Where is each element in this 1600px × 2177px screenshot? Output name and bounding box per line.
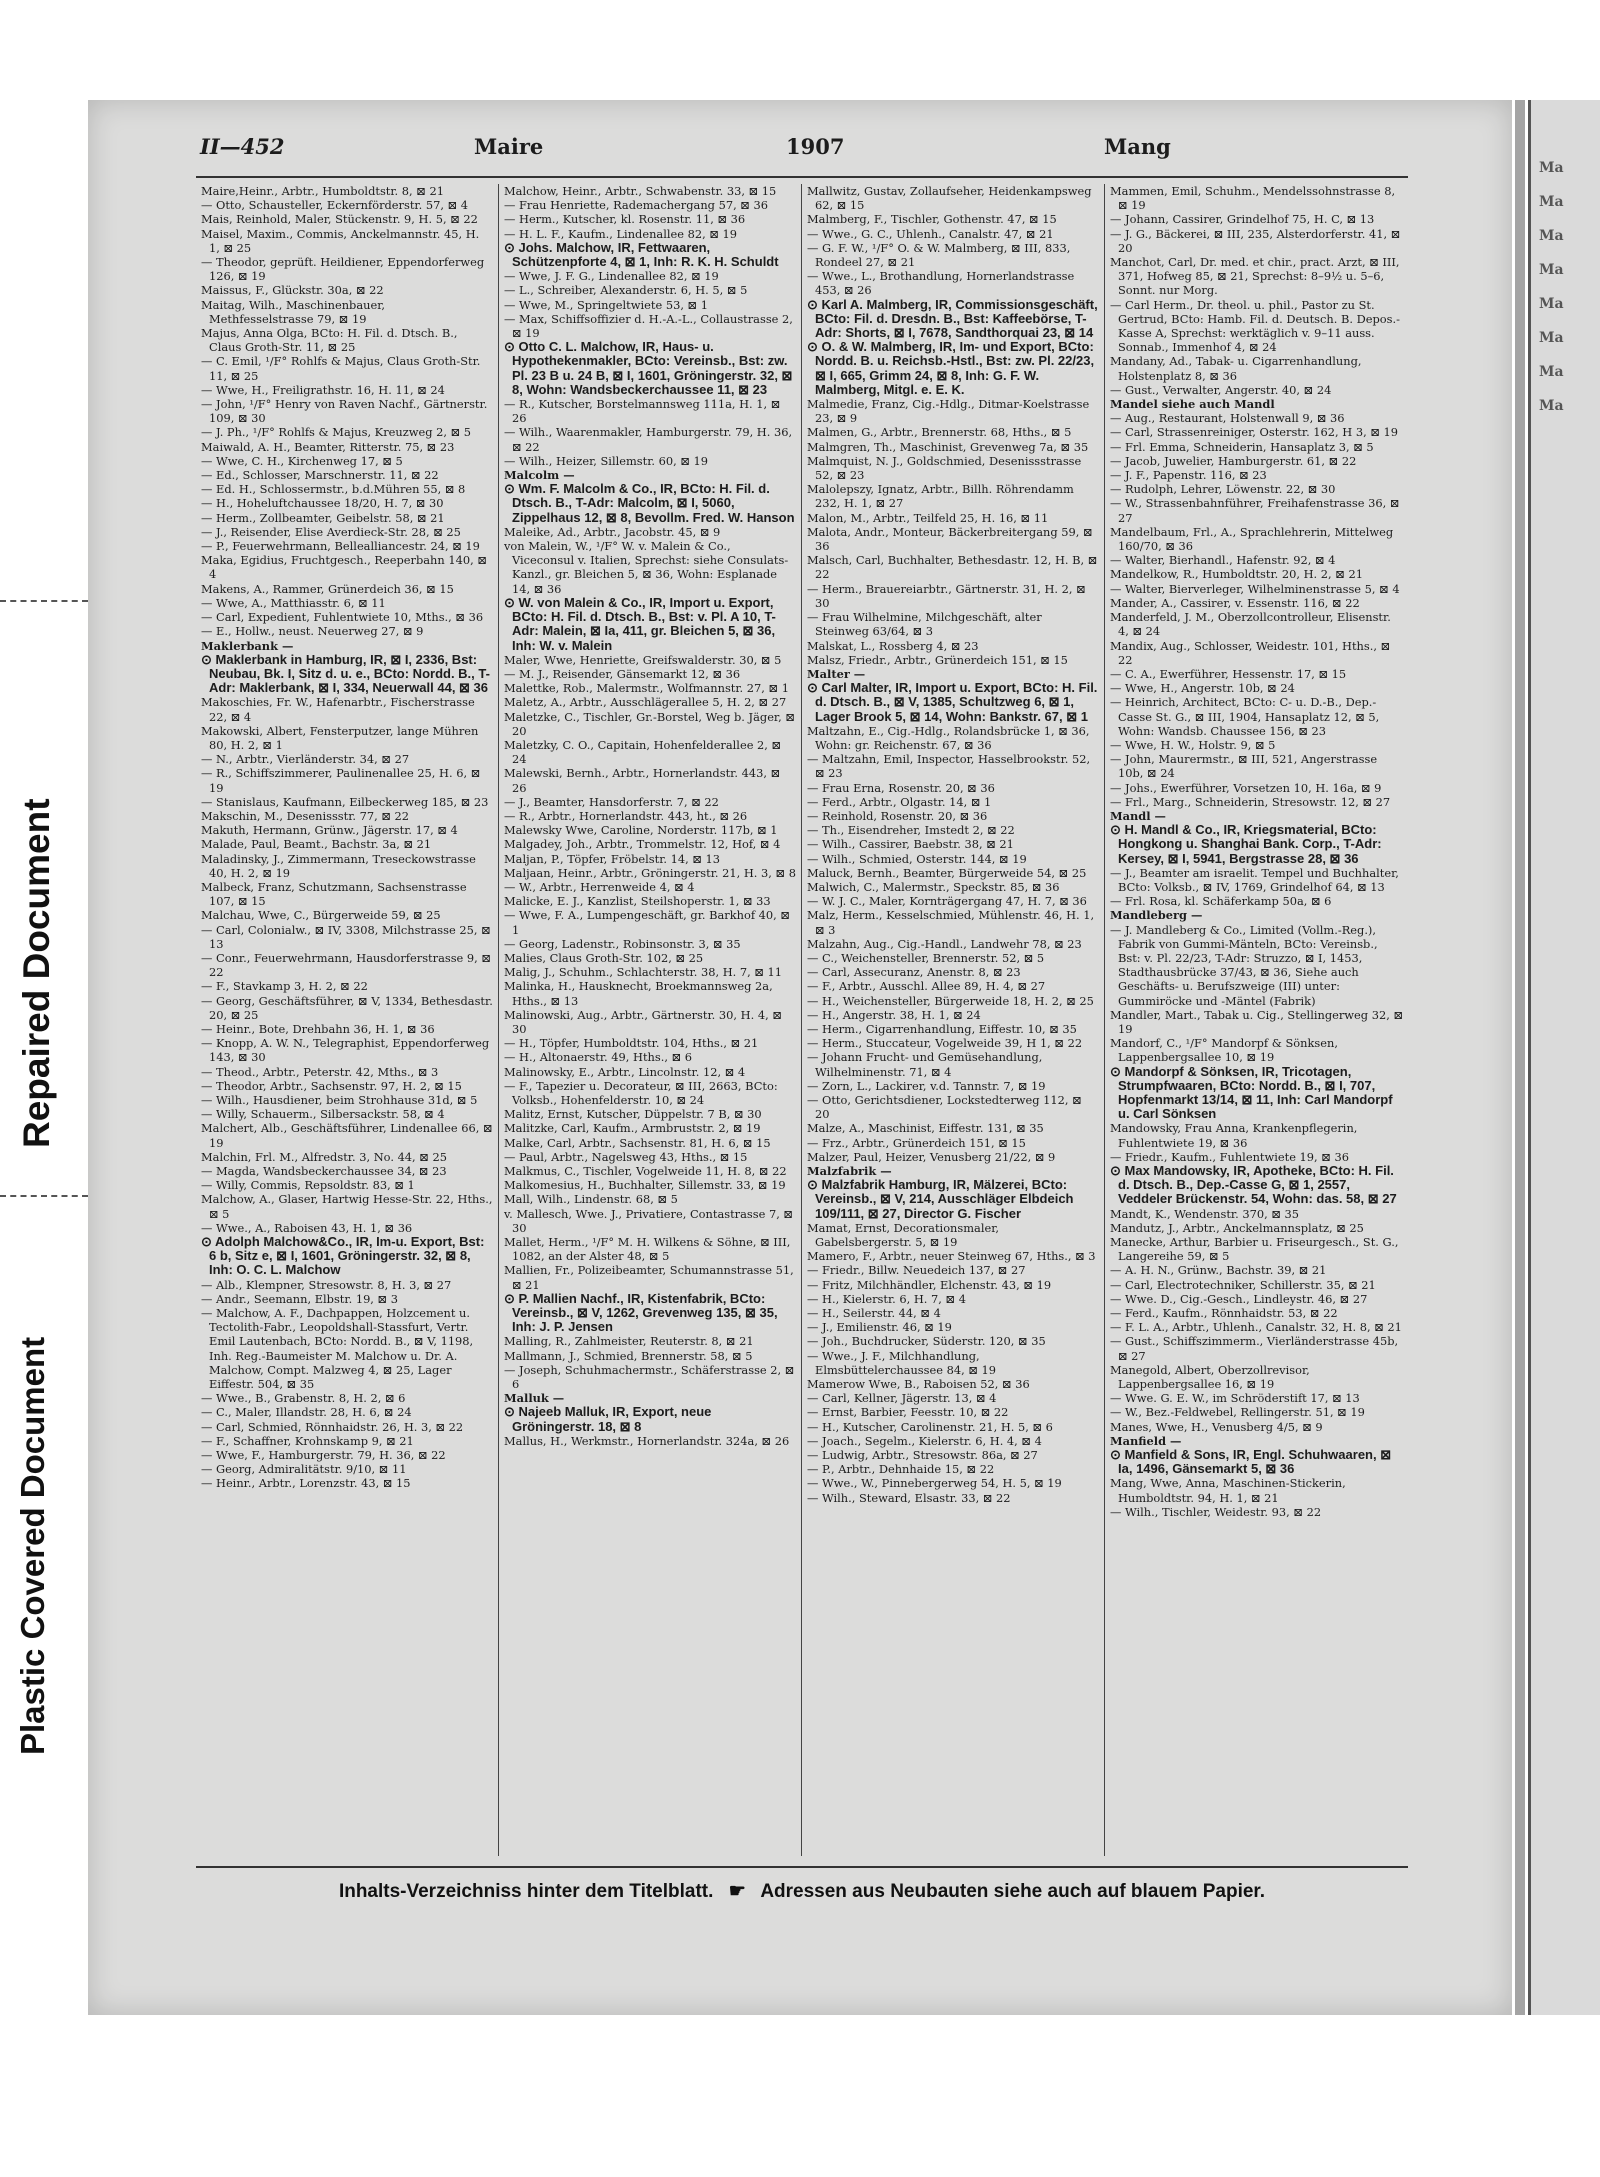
cut-line-top — [0, 600, 88, 602]
directory-entry: — J. G., Bäckerei, ⊠ III, 235, Alsterdorferstr. 41, ⊠ 20 — [1110, 226, 1401, 255]
directory-entry: Mandix, Aug., Schlosser, Weidestr. 101, Hths., ⊠ 22 — [1110, 638, 1391, 667]
directory-entry: — Willy, Schauerm., Silbersackstr. 58, ⊠ 4 — [201, 1107, 445, 1122]
directory-entry: — G. F. W., ¹/F° O. & W. Malmberg, ⊠ III, 833, Rondeel 27, ⊠ 21 — [807, 240, 1071, 270]
directory-column-3 — [802, 184, 1105, 1856]
repaired-document-label: Repaired Document — [16, 798, 57, 1148]
directory-entry: — H., Töpfer, Humboldtstr. 104, Hths., ⊠ 21 — [504, 1036, 759, 1051]
directory-entry: — Frl., Marg., Schneiderin, Stresowstr. 12, ⊠ 27 — [1110, 794, 1391, 809]
adjacent-page-fragment: Ma — [1539, 330, 1564, 346]
directory-entry: — H., Seilerstr. 44, ⊠ 4 — [807, 1306, 941, 1321]
directory-entry: — Willy, Commis, Repsoldstr. 83, ⊠ 1 — [201, 1178, 415, 1193]
directory-entry: — W., Strassenbahnführer, Freihafenstrasse 36, ⊠ 27 — [1110, 496, 1400, 525]
directory-entry: — Wwe, M., Springeltwiete 53, ⊠ 1 — [504, 297, 708, 312]
directory-entry: — Wilh., Steward, Elsastr. 33, ⊠ 22 — [807, 1490, 1011, 1505]
directory-entry: — Carl, Kellner, Jägerstr. 13, ⊠ 4 — [807, 1391, 997, 1406]
directory-entry: Malettke, Rob., Malermstr., Wolfmannstr. 27, ⊠ 1 — [504, 681, 789, 696]
directory-entry: — Carl Herm., Dr. theol. u. phil., Pastor zu St. Gertrud, BCto: Hamb. Fil. d. Deutsch. B. Depos.-Kasse A, Sprechst: werktäglich v. 9–11 auss. Sonnab., Immenhof 4, ⊠ 24 — [1110, 297, 1400, 355]
directory-entry: Mamero, F., Arbtr., neuer Steinweg 67, Hths., ⊠ 3 — [807, 1249, 1096, 1264]
directory-entry: Malchin, Frl. M., Alfredstr. 3, No. 44, ⊠ 25 — [201, 1149, 447, 1164]
directory-entry: Mandowsky, Frau Anna, Krankenpflegerin, Fuhlentwiete 19, ⊠ 36 — [1110, 1121, 1358, 1150]
directory-entry: Malmen, G., Arbtr., Brennerstr. 68, Hths., ⊠ 5 — [807, 425, 1072, 440]
directory-entry: Malze, A., Maschinist, Eiffestr. 131, ⊠ 35 — [807, 1121, 1044, 1136]
directory-entry: — Wwe., W., Pinnebergerweg 54, H. 5, ⊠ 19 — [807, 1476, 1062, 1491]
directory-entry: — Stanislaus, Kaufmann, Eilbeckerweg 185, ⊠ 23 — [201, 794, 489, 809]
directory-entry: — Gust., Verwalter, Angerstr. 40, ⊠ 24 — [1110, 382, 1332, 397]
margin-labels — [0, 0, 80, 2177]
pointing-hand-icon: ☛ — [728, 1881, 746, 1902]
directory-entry: — N., Arbtr., Vierländerstr. 34, ⊠ 27 — [201, 752, 410, 767]
directory-entry: Mandelbaum, Frl., A., Sprachlehrerin, Mittelweg 160/70, ⊠ 36 — [1110, 524, 1394, 554]
directory-entry: Maljan, P., Töpfer, Fröbelstr. 14, ⊠ 13 — [504, 851, 721, 866]
directory-entry: — Malchow, A. F., Dachpappen, Holzcement u. Tectolith-Fabr., Leopoldshall-Stassfurt, Vertr. Emil Lautenbach, BCto: Nordd. B., ⊠ V, 1198, Inh. Reg.-Baumeister M. Malchow u. Dr. A. Malchow, Compt. Malzweg 4, ⊠ 25, Lager Eiffestr. 504, ⊠ 35 — [201, 1306, 474, 1392]
directory-entry: — H., Hoheluftchaussee 18/20, H. 7, ⊠ 30 — [201, 496, 444, 511]
directory-entry: — Alb., Klempner, Stresowstr. 8, H. 3, ⊠ 27 — [201, 1277, 452, 1292]
directory-entry: — Wilh., Cassirer, Baebstr. 38, ⊠ 21 — [807, 837, 1014, 852]
directory-entry: — F., Stavkamp 3, H. 2, ⊠ 22 — [201, 979, 368, 994]
directory-entry: Malkmus, C., Tischler, Vogelweide 11, H. 8, ⊠ 22 — [504, 1164, 787, 1179]
directory-entry: ⊙ Malzfabrik Hamburg, IR, Mälzerei, BCto: Vereinsb., ⊠ V, 214, Ausschläger Elbdeich 109/111, ⊠ 27, Director G. Fischer — [807, 1177, 1074, 1221]
directory-entry: Maletzky, C. O., Capitain, Hohenfelderallee 2, ⊠ 24 — [504, 737, 782, 767]
directory-entry: — F. L. A., Arbtr., Uhlenh., Canalstr. 32, H. 8, ⊠ 21 — [1110, 1320, 1402, 1335]
directory-entry: — Rudolph, Lehrer, Löwenstr. 22, ⊠ 30 — [1110, 482, 1336, 497]
directory-entry: — Wilh., Waarenmakler, Hamburgerstr. 79, H. 36, ⊠ 22 — [504, 425, 793, 454]
directory-entry: — Joach., Segelm., Kielerstr. 6, H. 4, ⊠ 4 — [807, 1433, 1042, 1448]
directory-entry: — L., Schreiber, Alexanderstr. 6, H. 5, ⊠ 5 — [504, 283, 748, 298]
directory-entry: — J., Emilienstr. 46, ⊠ 19 — [807, 1320, 952, 1335]
directory-entry: — R., Arbtr., Hornerlandstr. 443, ht., ⊠ 26 — [504, 808, 748, 823]
directory-entry: Malz, Herm., Kesselschmied, Mühlenstr. 46, H. 1, ⊠ 3 — [807, 908, 1095, 937]
directory-entry: — Friedr., Billw. Neuedeich 137, ⊠ 27 — [807, 1263, 1026, 1278]
directory-entry: — Reinhold, Rosenstr. 20, ⊠ 36 — [807, 808, 988, 823]
directory-entry: — Joh., Buchdrucker, Süderstr. 120, ⊠ 35 — [807, 1334, 1046, 1349]
directory-entry: — Walter, Bierverleger, Wilhelminenstrasse 5, ⊠ 4 — [1110, 581, 1400, 596]
directory-entry: Malinka, H., Hausknecht, Broekmannsweg 2a, Hths., ⊠ 13 — [504, 979, 773, 1008]
directory-entry: — Joseph, Schuhmachermstr., Schäferstrasse 2, ⊠ 6 — [504, 1362, 795, 1392]
directory-entry: — Wwe, F., Hamburgerstr. 79, H. 36, ⊠ 22 — [201, 1448, 446, 1463]
directory-entry: ⊙ Karl A. Malmberg, IR, Commissionsgeschäft, BCto: Fil. d. Dresdn. B., Bst: Kaffeebörse, T-Adr: Shorts, ⊠ I, 7678, Sandthorquai 23, ⊠ 14 — [807, 296, 1098, 341]
directory-entry: — Wwe, C. H., Kirchenweg 17, ⊠ 5 — [201, 453, 403, 468]
directory-entry: — Johann Frucht- und Gemüsehandlung, Wilhelminenstr. 71, ⊠ 4 — [807, 1050, 1043, 1079]
directory-entry: ⊙ Mandorpf & Sönksen, IR, Tricotagen, Strumpfwaaren, BCto: Nordd. B., ⊠ I, 707, Hopfenmarkt 13/14, ⊠ 11, Inh: Carl Mandorpf u. Carl Sönksen — [1110, 1063, 1393, 1122]
directory-entry: Maklerbank — — [201, 638, 294, 653]
directory-entry: ⊙ W. von Malein & Co., IR, Import u. Export, BCto: H. Fil. d. Dtsch. B., Bst: v. Pl. A 10, T-Adr: Malein, ⊠ Ia, 411, gr. Bleichen 5, ⊠ 36, Inh: W. v. Malein — [504, 594, 776, 653]
directory-entry: Maire,Heinr., Arbtr., Humboldtstr. 8, ⊠ 21 — [201, 184, 444, 198]
directory-entry: — Fritz, Milchhändler, Elchenstr. 43, ⊠ 19 — [807, 1277, 1052, 1292]
adjacent-page-fragment: Ma — [1539, 398, 1564, 414]
directory-entry: Malig, J., Schuhm., Schlachterstr. 38, H. 7, ⊠ 11 — [504, 965, 783, 980]
directory-entry: — Wwe., A., Raboisen 43, H. 1, ⊠ 36 — [201, 1220, 413, 1235]
directory-entry: Mandl — — [1110, 808, 1166, 823]
directory-entry: Malitz, Ernst, Kutscher, Düppelstr. 7 B, ⊠ 30 — [504, 1107, 762, 1122]
directory-entry: Maler, Wwe, Henriette, Greifswalderstr. 30, ⊠ 5 — [504, 652, 782, 667]
directory-entry: Malmquist, N. J., Goldschmied, Desenissstrasse 52, ⊠ 23 — [807, 453, 1082, 483]
directory-entry: Malota, Andr., Monteur, Bäckerbreitergang 59, ⊠ 36 — [807, 524, 1093, 554]
directory-entry: ⊙ O. & W. Malmberg, IR, Im- und Export, BCto: Nordd. B. u. Reichsb.-Hstl., Bst: zw. Pl. 22/23, ⊠ I, 665, Grimm 24, ⊠ 8, Inh: G. F. W. Malmberg, Mitgl. e. E. K. — [807, 339, 1095, 397]
directory-entry: — Wilh., Tischler, Weidestr. 93, ⊠ 22 — [1110, 1504, 1322, 1519]
directory-entry: — C. Emil, ¹/F° Rohlfs & Majus, Claus Groth-Str. 11, ⊠ 25 — [201, 354, 481, 383]
directory-entry: Maltzahn, E., Cig.-Hdlg., Rolandsbrücke 1, ⊠ 36, Wohn: gr. Reichenstr. 67, ⊠ 36 — [807, 723, 1090, 752]
directory-entry: Manegold, Albert, Oberzollrevisor, Lappenbergsallee 16, ⊠ 19 — [1110, 1362, 1310, 1392]
directory-entry: Malzer, Paul, Heizer, Venusberg 21/22, ⊠ 9 — [807, 1149, 1056, 1164]
directory-entry: — H., Kutscher, Carolinenstr. 21, H. 5, ⊠ 6 — [807, 1419, 1053, 1434]
adjacent-page-fragment: Ma — [1539, 262, 1564, 278]
directory-entry: — John, Maurermstr., ⊠ III, 521, Angerstrasse 10b, ⊠ 24 — [1110, 752, 1378, 781]
directory-entry: Mandelkow, R., Humboldtstr. 20, H. 2, ⊠ 21 — [1110, 567, 1363, 582]
directory-entry: — Conr., Feuerwehrmann, Hausdorferstrasse 9, ⊠ 22 — [201, 950, 491, 980]
plastic-covered-document-label: Plastic Covered Document — [14, 1336, 51, 1755]
directory-entry: Malzfabrik — — [807, 1164, 892, 1179]
directory-entry: — Herm., Kutscher, kl. Rosenstr. 11, ⊠ 36 — [504, 212, 746, 227]
directory-entry: — F., Schaffner, Krohnskamp 9, ⊠ 21 — [201, 1433, 414, 1448]
directory-entry: — Herm., Cigarrenhandlung, Eiffestr. 10, ⊠ 35 — [807, 1021, 1077, 1036]
directory-entry: Malzahn, Aug., Cig.-Handl., Landwehr 78, ⊠ 23 — [807, 936, 1082, 951]
directory-column-2 — [499, 184, 802, 1856]
directory-entry: Maka, Egidius, Fruchtgesch., Reeperbahn 140, ⊠ 4 — [201, 553, 487, 582]
directory-entry: — Carl, Colonialw., ⊠ IV, 3308, Milchstrasse 25, ⊠ 13 — [201, 922, 491, 951]
directory-entry: Mandleberg — — [1110, 908, 1203, 923]
directory-entry: — J., Beamter am israelit. Tempel und Buchhalter, BCto: Volksb., ⊠ IV, 1769, Grindelhof 64, ⊠ 13 — [1110, 865, 1399, 894]
adjacent-page-fragment: Ma — [1539, 160, 1564, 176]
directory-entry: — Carl, Schmied, Rönnhaidstr. 26, H. 3, ⊠ 22 — [201, 1419, 464, 1434]
directory-entry: Malicke, E. J., Kanzlist, Steilshoperstr. 1, ⊠ 33 — [504, 894, 771, 909]
directory-entry: ⊙ Carl Malter, IR, Import u. Export, BCto: H. Fil. d. Dtsch. B., ⊠ V, 1385, Schultzweg 6, ⊠ 1, Lager Brook 5, ⊠ 14, Wohn: Bankstr. 67, ⊠ 1 — [807, 680, 1098, 724]
directory-entry: Malmgren, Th., Maschinist, Grevenweg 7a, ⊠ 35 — [807, 439, 1089, 454]
directory-entry: — Otto, Schausteller, Eckernförderstr. 57, ⊠ 4 — [201, 198, 468, 213]
directory-entry: Majus, Anna Olga, BCto: H. Fil. d. Dtsch. B., Claus Groth-Str. 11, ⊠ 25 — [201, 326, 458, 355]
directory-entry: — C., Weichensteller, Brennerstr. 52, ⊠ 5 — [807, 950, 1045, 965]
directory-entry: Manecke, Arthur, Barbier u. Friseurgesch., St. G., Langereihe 59, ⊠ 5 — [1110, 1235, 1399, 1264]
directory-entry: Maissus, F., Glückstr. 30a, ⊠ 22 — [201, 283, 384, 298]
directory-entry: — Wilh., Heizer, Sillemstr. 60, ⊠ 19 — [504, 453, 709, 468]
directory-entry: Maluck, Bernh., Beamter, Bürgerweide 54, ⊠ 25 — [807, 865, 1087, 880]
directory-entry: Mander, A., Cassirer, v. Essenstr. 116, ⊠ 22 — [1110, 595, 1360, 610]
directory-entry: Malewski, Bernh., Arbtr., Hornerlandstr. 443, ⊠ 26 — [504, 766, 781, 795]
directory-entry: — Knopp, A. W. N., Telegraphist, Eppendorferweg 143, ⊠ 30 — [201, 1036, 490, 1065]
directory-entry: — C., Maler, Illandstr. 28, H. 6, ⊠ 24 — [201, 1405, 412, 1420]
directory-entry: Malsz, Friedr., Arbtr., Grünerdeich 151, ⊠ 15 — [807, 652, 1068, 667]
directory-entry: Malchow, A., Glaser, Hartwig Hesse-Str. 22, Hths., ⊠ 5 — [201, 1192, 493, 1221]
directory-entry: — Ernst, Barbier, Feesstr. 10, ⊠ 22 — [807, 1405, 1009, 1420]
directory-entry: Mall, Wilh., Lindenstr. 68, ⊠ 5 — [504, 1192, 678, 1207]
directory-entry: Malke, Carl, Arbtr., Sachsenstr. 81, H. 6, ⊠ 15 — [504, 1135, 771, 1150]
directory-entry: — F., Tapezier u. Decorateur, ⊠ III, 2663, BCto: Volksb., Hohenfelderstr. 10, ⊠ 24 — [504, 1078, 778, 1107]
directory-entry: — Wwe., L., Brothandlung, Hornerlandstrasse 453, ⊠ 26 — [807, 269, 1075, 298]
directory-entry: ⊙ Manfield & Sons, IR, Engl. Schuhwaaren, ⊠ Ia, 1496, Gänsemarkt 5, ⊠ 36 — [1110, 1447, 1392, 1477]
directory-entry: — Ferd., Arbtr., Olgastr. 14, ⊠ 1 — [807, 794, 992, 809]
directory-entry: Makens, A., Rammer, Grünerdeich 36, ⊠ 15 — [201, 581, 454, 596]
directory-entry: Maitag, Wilh., Maschinenbauer, Methfesselstrasse 79, ⊠ 19 — [201, 297, 386, 326]
directory-entry: — Paul, Arbtr., Nagelsweg 43, Hths., ⊠ 15 — [504, 1149, 748, 1164]
directory-entry: Makowski, Albert, Fensterputzer, lange Mühren 80, H. 2, ⊠ 1 — [201, 723, 479, 752]
directory-entry: ⊙ P. Mallien Nachf., IR, Kistenfabrik, BCto: Vereinsb., ⊠ V, 1262, Grevenweg 135, ⊠ 35, Inh: J. P. Jensen — [504, 1290, 778, 1335]
adjacent-page-fragment: Ma — [1539, 296, 1564, 312]
directory-entry: — Aug., Restaurant, Holstenwall 9, ⊠ 36 — [1110, 411, 1345, 426]
directory-entry: Malkomesius, H., Buchhalter, Sillemstr. 33, ⊠ 19 — [504, 1178, 786, 1193]
directory-entry: ⊙ Otto C. L. Malchow, IR, Haus- u. Hypothekenmakler, BCto: Vereinsb., Bst: zw. Pl. 23 B u. 24 B, ⊠ I, 1601, Gröningerstr. 32, ⊠ 8, Wohn: Wandsbeckerchaussee 11, ⊠ 23 — [504, 339, 793, 397]
directory-entry: — Wwe., J. F., Milchhandlung, Elmsbüttelerchaussee 84, ⊠ 19 — [807, 1348, 996, 1377]
directory-entry: Malskat, L., Rossberg 4, ⊠ 23 — [807, 638, 979, 653]
directory-entry: Malbeck, Franz, Schutzmann, Sachsenstrasse 107, ⊠ 15 — [201, 879, 467, 909]
directory-entry: — Th., Eisendreher, Imstedt 2, ⊠ 22 — [807, 823, 1015, 838]
directory-entry: — Magda, Wandsbeckerchaussee 34, ⊠ 23 — [201, 1164, 447, 1179]
directory-entry: — Wwe. G. E. W., im Schröderstift 17, ⊠ 13 — [1110, 1391, 1360, 1406]
directory-entry: — Theodor, geprüft. Heildiener, Eppendorferweg 126, ⊠ 19 — [201, 255, 485, 284]
directory-entry: ⊙ Johs. Malchow, IR, Fettwaaren, Schützenpforte 4, ⊠ 1, Inh: R. K. H. Schuldt — [504, 239, 779, 270]
first-entry-keyword: Maire — [474, 134, 544, 159]
adjacent-page-fragment: Ma — [1539, 194, 1564, 210]
directory-entry: — Johann, Cassirer, Grindelhof 75, H. C, ⊠ 13 — [1110, 212, 1375, 227]
header-rule — [196, 176, 1408, 178]
directory-entry: — H., Weichensteller, Bürgerweide 18, H. 2, ⊠ 25 — [807, 993, 1094, 1008]
directory-entry: Mandany, Ad., Tabak- u. Cigarrenhandlung, Holstenplatz 8, ⊠ 36 — [1110, 354, 1362, 383]
directory-entry: — Wwe, J. F. G., Lindenallee 82, ⊠ 19 — [504, 269, 719, 284]
directory-entry: — Herm., Stuccateur, Vogelweide 39, H 1, ⊠ 22 — [807, 1036, 1083, 1051]
adjacent-page-fragment: Ma — [1539, 364, 1564, 380]
directory-entry: — Jacob, Juwelier, Hamburgerstr. 61, ⊠ 22 — [1110, 453, 1357, 468]
directory-entry: Maiwald, A. H., Beamter, Ritterstr. 75, ⊠ 23 — [201, 439, 455, 454]
directory-entry: Malitzke, Carl, Kaufm., Armbruststr. 2, ⊠ 19 — [504, 1121, 761, 1136]
footer-rule — [196, 1866, 1408, 1868]
directory-entry: — Heinr., Bote, Drehbahn 36, H. 1, ⊠ 36 — [201, 1021, 435, 1036]
directory-entry: — Ed. H., Schlossermstr., b.d.Mühren 55, ⊠ 8 — [201, 482, 466, 497]
last-entry-keyword: Mang — [1104, 134, 1171, 159]
directory-entry: — Andr., Seemann, Elbstr. 19, ⊠ 3 — [201, 1291, 398, 1306]
directory-entry: — J., Reisender, Elise Averdieck-Str. 28, ⊠ 25 — [201, 524, 461, 539]
directory-entry: Mammen, Emil, Schuhm., Mendelssohnstrasse 8, ⊠ 19 — [1110, 184, 1396, 213]
directory-column-4 — [1105, 184, 1408, 1856]
directory-entry: ⊙ Maklerbank in Hamburg, IR, ⊠ I, 2336, Bst: Neubau, Bk. I, Sitz d. u. e., BCto: Nordd. B., T-Adr: Maklerbank, ⊠ I, 334, Neuerwall 44, ⊠ 36 — [201, 651, 490, 696]
directory-page — [196, 128, 1408, 1928]
directory-entry: — Herm., Brauereiarbtr., Gärtnerstr. 31, H. 2, ⊠ 30 — [807, 581, 1086, 610]
directory-entry: Mallmann, J., Schmied, Brennerstr. 58, ⊠ 5 — [504, 1348, 753, 1363]
directory-entry: — Ed., Schlosser, Marschnerstr. 11, ⊠ 22 — [201, 468, 439, 483]
directory-entry: — Wwe, A., Matthiasstr. 6, ⊠ 11 — [201, 595, 386, 610]
footer-index-note: Inhalts-Verzeichniss hinter dem Titelblatt. — [338, 1881, 714, 1902]
directory-entry: Malewsky Wwe, Caroline, Norderstr. 117b, ⊠ 1 — [504, 823, 778, 838]
adjacent-page-fragment: Ma — [1539, 228, 1564, 244]
directory-entry: — J. Ph., ¹/F° Rohlfs & Majus, Kreuzweg 2, ⊠ 5 — [201, 425, 472, 440]
directory-entry: — H., Altonaerstr. 49, Hths., ⊠ 6 — [504, 1050, 692, 1065]
directory-entry: Maletzke, C., Tischler, Gr.-Borstel, Weg b. Jäger, ⊠ 20 — [504, 709, 795, 738]
directory-entry: — J. Mandleberg & Co., Limited (Vollm.-Reg.), Fabrik von Gummi-Mänteln, BCto: Vereinsb., Bst: v. Pl. 22/23, T-Adr: Struzzo, ⊠ I, 1453, Stadthausbrücke 37/43, ⊠ 36, Siehe auch Geschäfts- u. Berufszweige (III) unter: Gummiröcke und -Mäntel (Fabrik) — [1110, 922, 1378, 1008]
directory-entry: Malolepszy, Ignatz, Arbtr., Billh. Röhrendamm 232, H. 1, ⊠ 27 — [807, 482, 1074, 511]
directory-entry: — Wwe., G. C., Uhlenh., Canalstr. 47, ⊠ 21 — [807, 226, 1054, 241]
directory-entry: Malmberg, F., Tischler, Gothenstr. 47, ⊠ 15 — [807, 212, 1057, 227]
directory-entry: — M. J., Reisender, Gänsemarkt 12, ⊠ 36 — [504, 666, 741, 681]
directory-entry: ⊙ Najeeb Malluk, IR, Export, neue Gröningerstr. 18, ⊠ 8 — [504, 1404, 712, 1434]
directory-year: 1907 — [786, 134, 845, 159]
directory-entry: — Herm., Zollbeamter, Geibelstr. 58, ⊠ 21 — [201, 510, 445, 525]
directory-entry: — Georg, Admiralitätstr. 9/10, ⊠ 11 — [201, 1462, 407, 1477]
directory-entry: — Heinr., Arbtr., Lorenzstr. 43, ⊠ 15 — [201, 1476, 411, 1491]
directory-entry: — R., Kutscher, Borstelmannsweg 111a, H. 1, ⊠ 26 — [504, 397, 781, 426]
directory-entry: — Theodor, Arbtr., Sachsenstr. 97, H. 2, ⊠ 15 — [201, 1078, 462, 1093]
directory-entry: — Wwe. D., Cig.-Gesch., Lindleystr. 46, ⊠ 27 — [1110, 1291, 1368, 1306]
directory-entry: Makoschies, Fr. W., Hafenarbtr., Fischerstrasse 22, ⊠ 4 — [201, 695, 475, 724]
directory-entry: Mamerow Wwe, B., Raboisen 52, ⊠ 36 — [807, 1377, 1030, 1392]
directory-entry: von Malein, W., ¹/F° W. v. Malein & Co., Viceconsul v. Italien, Sprechst: siehe Consulats-Kanzl., gr. Bleichen 5, ⊠ 36, Wohn: Esplanade 14, ⊠ 36 — [504, 539, 789, 596]
directory-entry: Mamat, Ernst, Decorationsmaler, Gabelsbergerstr. 5, ⊠ 19 — [807, 1220, 1000, 1250]
directory-entry: — Gust., Schiffszimmerm., Vierländerstrasse 45b, ⊠ 27 — [1110, 1334, 1399, 1363]
directory-entry: Malmedie, Franz, Cig.-Hdlg., Ditmar-Koelstrasse 23, ⊠ 9 — [807, 397, 1090, 426]
directory-entry: — Wwe., B., Grabenstr. 8, H. 2, ⊠ 6 — [201, 1391, 406, 1406]
directory-entry: Manfield — — [1110, 1433, 1182, 1448]
directory-entry: — R., Schiffszimmerer, Paulinenallee 25, H. 6, ⊠ 19 — [201, 766, 481, 795]
directory-entry: Malling, R., Zahlmeister, Reuterstr. 8, ⊠ 21 — [504, 1334, 754, 1349]
directory-entry: Mallwitz, Gustav, Zollaufseher, Heidenkampsweg 62, ⊠ 15 — [807, 184, 1092, 213]
directory-entry: ⊙ Max Mandowsky, IR, Apotheke, BCto: H. Fil. d. Dtsch. B., Dep.-Casse G, ⊠ 1, 2557, Veddeler Brückenstr. 54, Wohn: das. 58, ⊠ 27 — [1110, 1163, 1397, 1207]
adjacent-page — [1528, 100, 1600, 2015]
page-number: II—452 — [200, 134, 285, 159]
cut-line-bottom — [0, 1195, 88, 1197]
directory-entry: Mandel siehe auch Mandl — [1110, 397, 1275, 412]
directory-entry: Maljaan, Heinr., Arbtr., Gröningerstr. 21, H. 3, ⊠ 8 — [504, 865, 796, 880]
directory-entry: — Wwe, H., Angerstr. 10b, ⊠ 24 — [1110, 681, 1295, 696]
directory-entry: — John, ¹/F° Henry von Raven Nachf., Gärtnerstr. 109, ⊠ 30 — [201, 397, 488, 426]
directory-entry: — Georg, Geschäftsführer, ⊠ V, 1334, Bethesdastr. 20, ⊠ 25 — [201, 993, 493, 1022]
directory-entry: — C. A., Ewerführer, Hessenstr. 17, ⊠ 15 — [1110, 666, 1347, 681]
directory-entry: Manes, Wwe, H., Venusberg 4/5, ⊠ 9 — [1110, 1419, 1323, 1434]
page-footer — [196, 1880, 1408, 1910]
directory-entry: Mais, Reinhold, Maler, Stückenstr. 9, H. 5, ⊠ 22 — [201, 212, 478, 227]
directory-entry: Malter — — [807, 666, 866, 681]
directory-entry: — Wilh., Schmied, Osterstr. 144, ⊠ 19 — [807, 851, 1027, 866]
directory-entry: Maleike, Ad., Arbtr., Jacobstr. 45, ⊠ 9 — [504, 524, 721, 539]
directory-entry: — Frau Erna, Rosenstr. 20, ⊠ 36 — [807, 780, 995, 795]
page-header — [196, 134, 1408, 168]
directory-entry: — Walter, Bierhandl., Hafenstr. 92, ⊠ 4 — [1110, 553, 1336, 568]
directory-entry: — F., Arbtr., Ausschl. Allee 89, H. 4, ⊠ 27 — [807, 979, 1046, 994]
directory-entry: Makschin, M., Desenissstr. 77, ⊠ 22 — [201, 808, 410, 823]
directory-entry: Mandorf, C., ¹/F° Mandorpf & Sönksen, Lappenbergsallee 10, ⊠ 19 — [1110, 1036, 1338, 1065]
directory-entry: — Zorn, L., Lackirer, v.d. Tannstr. 7, ⊠ 19 — [807, 1078, 1046, 1093]
directory-entry: Malsch, Carl, Buchhalter, Bethesdastr. 12, H. B, ⊠ 22 — [807, 553, 1098, 582]
directory-entry: — H., Kielerstr. 6, H. 7, ⊠ 4 — [807, 1291, 966, 1306]
directory-entry: — Wwe, H., Freiligrathstr. 16, H. 11, ⊠ 24 — [201, 382, 445, 397]
directory-entry: Mallet, Herm., ¹/F° M. H. Wilkens & Söhne, ⊠ III, 1082, an der Alster 48, ⊠ 5 — [504, 1235, 791, 1264]
directory-entry: Mandt, K., Wendenstr. 370, ⊠ 35 — [1110, 1206, 1299, 1221]
directory-entry: Malgadey, Joh., Arbtr., Trommelstr. 12, Hof, ⊠ 4 — [504, 837, 781, 852]
directory-entry: — Max, Schiffsoffizier d. H.-A.-L., Collaustrasse 2, ⊠ 19 — [504, 311, 793, 341]
directory-entry: Makuth, Hermann, Grünw., Jägerstr. 17, ⊠ 4 — [201, 823, 458, 838]
directory-entry: — P., Arbtr., Dehnhaide 15, ⊠ 22 — [807, 1462, 995, 1477]
directory-entry: Manderfeld, J. M., Oberzollcontrolleur, Elisenstr. 4, ⊠ 24 — [1110, 610, 1391, 639]
directory-entry: — Otto, Gerichtsdiener, Lockstedterweg 112, ⊠ 20 — [807, 1093, 1082, 1122]
directory-entry: — P., Feuerwehrmann, Bellealliancestr. 24, ⊠ 19 — [201, 539, 480, 554]
directory-entry: Malwich, C., Malermstr., Speckstr. 85, ⊠ 36 — [807, 879, 1060, 894]
directory-entry: — Carl, Expedient, Fuhlentwiete 10, Mths., ⊠ 36 — [201, 610, 484, 625]
directory-entry: — Wwe, F. A., Lumpengeschäft, gr. Barkhof 40, ⊠ 1 — [504, 908, 790, 937]
directory-entry: Mandutz, J., Arbtr., Anckelmannsplatz, ⊠ 25 — [1110, 1220, 1364, 1235]
directory-entry: ⊙ Wm. F. Malcolm & Co., IR, BCto: H. Fil. d. Dtsch. B., T-Adr: Malcolm, ⊠ I, 5060, Zippelhaus 12, ⊠ 8, Bevollm. Fred. W. Hanson — [504, 481, 795, 525]
directory-entry: Malchert, Alb., Geschäftsführer, Lindenallee 66, ⊠ 19 — [201, 1121, 493, 1150]
directory-entry: — E., Hollw., neust. Neuerweg 27, ⊠ 9 — [201, 624, 424, 639]
directory-entry: — Frl. Emma, Schneiderin, Hansaplatz 3, ⊠ 5 — [1110, 439, 1374, 454]
footer-new-buildings-note: Adressen aus Neubauten siehe auch auf blauem Papier. — [760, 1881, 1266, 1902]
directory-entry: — H. L. F., Kaufm., Lindenallee 82, ⊠ 19 — [504, 226, 737, 241]
directory-entry: Maisel, Maxim., Commis, Anckelmannstr. 45, H. 1, ⊠ 25 — [201, 226, 480, 255]
directory-entry: — Ferd., Kaufm., Rönnhaidstr. 53, ⊠ 22 — [1110, 1306, 1338, 1321]
directory-entry: ⊙ Adolph Malchow&Co., IR, Im-u. Export, Bst: 6 b, Sitz e, ⊠ I, 1601, Gröningerstr. 32, ⊠ 8, Inh: O. C. L. Malchow — [201, 1234, 485, 1278]
directory-entry: Malcolm — — [504, 468, 575, 483]
directory-entry: Malinowski, Aug., Arbtr., Gärtnerstr. 30, H. 4, ⊠ 30 — [504, 1007, 782, 1036]
directory-entry: Mallien, Fr., Polizeibeamter, Schumannstrasse 51, ⊠ 21 — [504, 1263, 794, 1292]
directory-entry: — Heinrich, Architect, BCto: C- u. D.-B., Dep.-Casse St. G., ⊠ III, 1904, Hansaplatz 12, ⊠ 5, Wohn: Wandsb. Chaussee 156, ⊠ 23 — [1110, 695, 1380, 738]
directory-entry: — Frau Wilhelmine, Milchgeschäft, alter Steinweg 63/64, ⊠ 3 — [807, 610, 1042, 639]
directory-entry: Mang, Wwe, Anna, Maschinen-Stickerin, Humboldtstr. 94, H. 1, ⊠ 21 — [1110, 1476, 1346, 1505]
directory-entry: — W. J. C., Maler, Kornträgergang 47, H. 7, ⊠ 36 — [807, 894, 1087, 909]
directory-entry: — J., Beamter, Hansdorferstr. 7, ⊠ 22 — [504, 794, 719, 809]
directory-entry: Mallus, H., Werkmstr., Hornerlandstr. 324a, ⊠ 26 — [504, 1433, 790, 1448]
directory-columns — [196, 184, 1408, 1856]
directory-column-1 — [196, 184, 499, 1856]
directory-entry: — Carl, Strassenreiniger, Osterstr. 162, H 3, ⊠ 19 — [1110, 425, 1398, 440]
directory-entry: — Frl. Rosa, kl. Schäferkamp 50a, ⊠ 6 — [1110, 894, 1332, 909]
directory-entry: Malon, M., Arbtr., Teilfeld 25, H. 16, ⊠ 11 — [807, 510, 1049, 525]
directory-entry: Malade, Paul, Beamt., Bachstr. 3a, ⊠ 21 — [201, 837, 432, 852]
directory-entry: Malchau, Wwe, C., Bürgerweide 59, ⊠ 25 — [201, 908, 441, 923]
directory-entry: — Theod., Arbtr., Peterstr. 42, Mths., ⊠ 3 — [201, 1064, 439, 1079]
directory-entry: — Ludwig, Arbtr., Stresowstr. 86a, ⊠ 27 — [807, 1448, 1038, 1463]
directory-entry: v. Mallesch, Wwe. J., Privatiere, Contastrasse 7, ⊠ 30 — [504, 1206, 793, 1235]
directory-entry: Mandler, Mart., Tabak u. Cig., Stellingerweg 32, ⊠ 19 — [1110, 1007, 1403, 1036]
directory-entry: Malinowsky, E., Arbtr., Lincolnstr. 12, ⊠ 4 — [504, 1064, 746, 1079]
directory-entry: — Wilh., Hausdiener, beim Strohhause 31d, ⊠ 5 — [201, 1093, 478, 1107]
directory-entry: — Frau Henriette, Rademachergang 57, ⊠ 36 — [504, 198, 768, 213]
directory-entry: — J. F., Papenstr. 116, ⊠ 23 — [1110, 468, 1267, 483]
directory-entry: — H., Angerstr. 38, H. 1, ⊠ 24 — [807, 1007, 981, 1022]
sheet-binding-edge — [1515, 100, 1525, 2015]
directory-entry: — Johs., Ewerführer, Vorsetzen 10, H. 16a, ⊠ 9 — [1110, 780, 1382, 795]
directory-entry: — Georg, Ladenstr., Robinsonstr. 3, ⊠ 35 — [504, 936, 741, 951]
directory-entry: — Maltzahn, Emil, Inspector, Hasselbrookstr. 52, ⊠ 23 — [807, 752, 1091, 781]
directory-entry: Maladinsky, J., Zimmermann, Treseckowstrasse 40, H. 2, ⊠ 19 — [201, 851, 476, 880]
directory-entry: Maletz, A., Arbtr., Ausschlägerallee 5, H. 2, ⊠ 27 — [504, 695, 787, 710]
directory-entry: — Frz., Arbtr., Grünerdeich 151, ⊠ 15 — [807, 1135, 1026, 1150]
directory-entry: Malchow, Heinr., Arbtr., Schwabenstr. 33, ⊠ 15 — [504, 184, 777, 198]
directory-entry: — Friedr., Kaufm., Fuhlentwiete 19, ⊠ 36 — [1110, 1149, 1349, 1164]
directory-entry: ⊙ H. Mandl & Co., IR, Kriegsmaterial, BCto: Hongkong u. Shanghai Bank. Corp., T-Adr: Kersey, ⊠ I, 5941, Bergstrasse 28, ⊠ 36 — [1110, 822, 1382, 866]
directory-entry: — W., Arbtr., Herrenweide 4, ⊠ 4 — [504, 879, 695, 894]
directory-entry: — Carl, Electrotechniker, Schillerstr. 35, ⊠ 21 — [1110, 1277, 1376, 1292]
directory-entry: Manchot, Carl, Dr. med. et chir., pract. Arzt, ⊠ III, 371, Hofweg 85, ⊠ 21, Sprechst: 8–9½ u. 5–6, Sonnt. nur Morg. — [1110, 255, 1400, 298]
directory-entry: — A. H. N., Grünw., Bachstr. 39, ⊠ 21 — [1110, 1263, 1327, 1278]
directory-entry: — W., Bez.-Feldwebel, Rellingerstr. 51, ⊠ 19 — [1110, 1405, 1365, 1420]
directory-entry: Malluk — — [504, 1391, 565, 1406]
directory-entry: — Carl, Assecuranz, Anenstr. 8, ⊠ 23 — [807, 965, 1021, 980]
directory-entry: Malies, Claus Groth-Str. 102, ⊠ 25 — [504, 950, 704, 965]
directory-entry: — Wwe, H. W., Holstr. 9, ⊠ 5 — [1110, 737, 1276, 752]
